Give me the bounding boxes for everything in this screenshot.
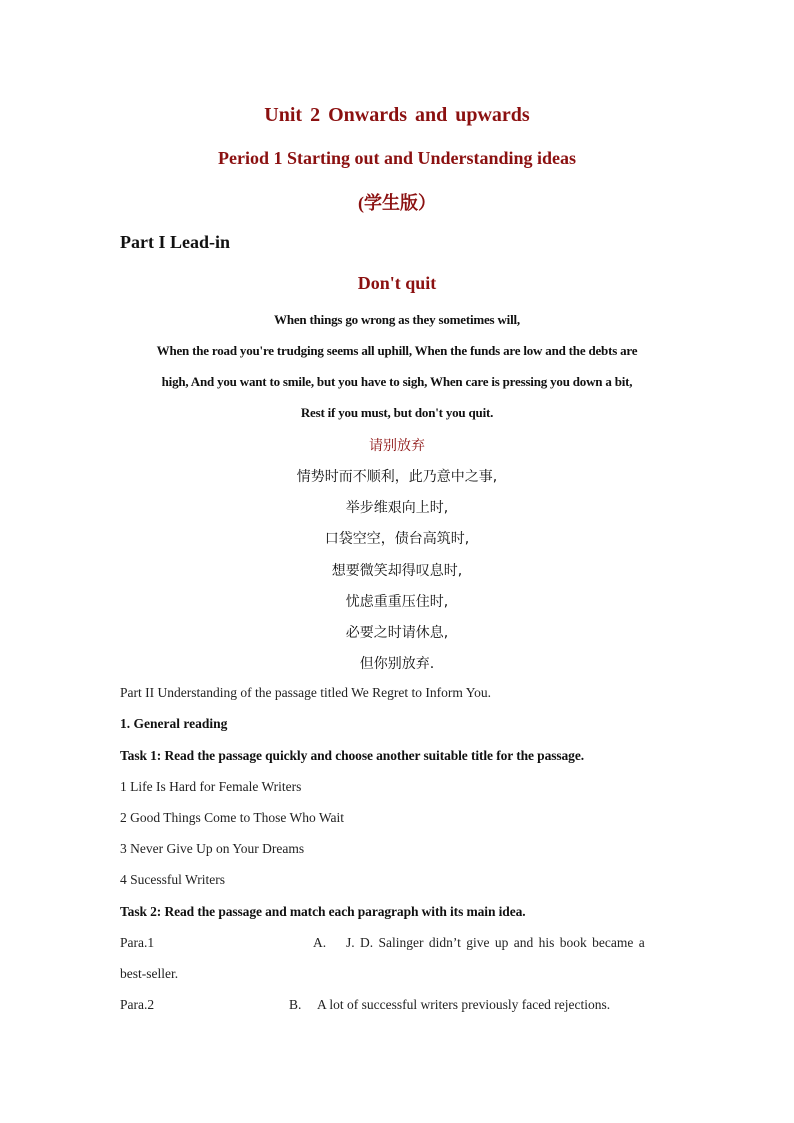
task1-option: 2 Good Things Come to Those Who Wait [120,810,345,825]
cn-poem-line: 忧虑重重压住时, [345,594,449,610]
task1-option: 4 Sucessful Writers [120,872,225,887]
task2-instruction: Task 2: Read the passage and match each paragraph with its main idea. [120,904,526,919]
version-label: (学生版） [358,193,436,213]
poem-line: When the road you're trudging seems all uphill, When the funds are low and the debts are [156,343,638,358]
general-reading-heading: 1. General reading [120,716,228,731]
match-para-label: Para.2 [120,997,155,1012]
match-idea: J. D. Salinger didn’t give up and his book became a [346,935,645,950]
task1-option: 3 Never Give Up on Your Dreams [120,841,305,856]
poem-line: Rest if you must, but don't you quit. [300,405,494,420]
part2-heading: Part II Understanding of the passage titled We Regret to Inform You. [120,685,491,700]
cn-poem-line: 必要之时请休息, [345,625,449,641]
match-idea: A lot of successful writers previously faced rejections. [317,997,611,1012]
poem-line: high, And you want to smile, but you have to sigh, When care is pressing you down a bit, [161,374,633,389]
unit-title: Unit 2 Onwards and upwards [264,104,530,126]
poem-line: When things go wrong as they sometimes will, [274,312,520,327]
period-title: Period 1 Starting out and Understanding ideas [217,148,577,168]
match-letter: B. [289,997,302,1012]
task1-option: 1 Life Is Hard for Female Writers [120,779,302,794]
cn-poem-line: 口袋空空，债台高筑时, [324,531,470,547]
cn-poem-title: 请别放弃 [369,438,425,454]
cn-poem-line: 情势时而不顺利，此乃意中之事, [296,469,498,485]
cn-poem-line: 想要微笑却得叹息时, [331,563,463,579]
cn-poem-line: 举步维艰向上时, [345,500,449,516]
match-para-label: Para.1 [120,935,155,950]
match-letter: A. [313,935,327,950]
poem-title: Don't quit [357,273,437,293]
task1-instruction: Task 1: Read the passage quickly and choose another suitable title for the passage. [120,748,584,763]
match-idea-continued: best-seller. [120,966,179,981]
cn-poem-line: 但你别放弃. [359,656,435,672]
part1-heading: Part I Lead-in [120,232,230,252]
